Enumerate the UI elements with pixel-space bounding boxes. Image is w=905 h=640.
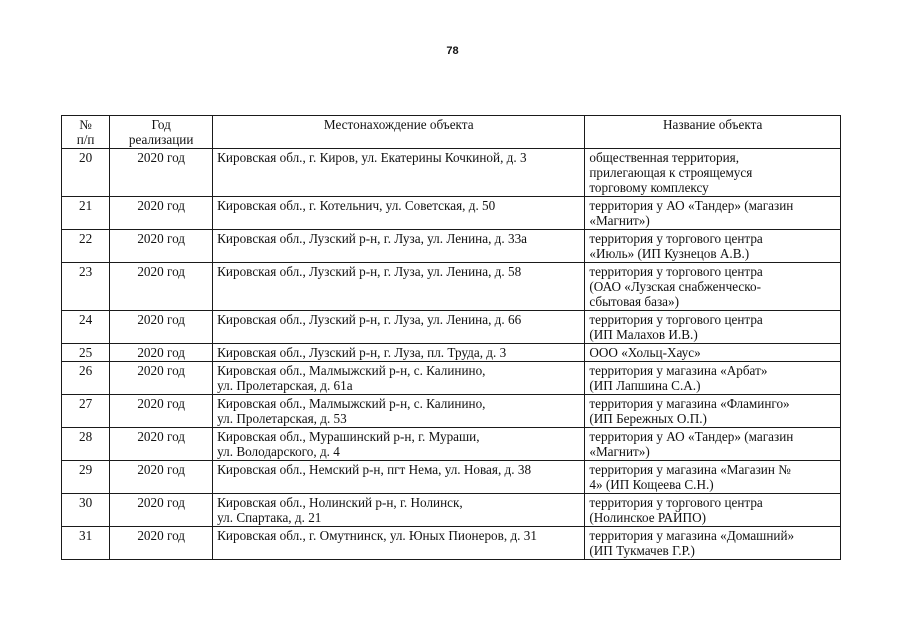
row-year: 2020 год [110,149,213,197]
row-object-name [585,197,841,230]
row-object-name-line: 4» (ИП Кощеева С.Н.) [589,477,714,492]
row-year: 2020 год [110,527,213,560]
row-object-name-line: территория у торгового центра [589,231,763,246]
row-year: 2020 год [110,263,213,311]
row-number: 27 [62,395,110,428]
row-number: 30 [62,494,110,527]
row-year: 2020 год [110,197,213,230]
row-year: 2020 год [110,395,213,428]
row-location [213,263,585,311]
row-number: 21 [62,197,110,230]
row-location-line: ул. Пролетарская, д. 53 [217,411,347,426]
row-year: 2020 год [110,344,213,362]
row-location-line: Кировская обл., Лузский р-н, г. Луза, ул. Ленина, д. 33а [217,231,528,246]
table-row [62,494,841,527]
row-location [213,197,585,230]
row-location-line: Кировская обл., Лузский р-н, г. Луза, ул. Ленина, д. 58 [217,264,522,279]
header-num-line2: п/п [76,132,95,147]
row-number: 23 [62,263,110,311]
header-num-line1: № [79,117,92,132]
row-object-name-line: (Нолинское РАЙПО) [589,510,707,525]
row-location-line: Кировская обл., Малмыжский р-н, с. Калинино, [217,396,486,411]
row-object-name [585,344,841,362]
table-row [62,197,841,230]
table-body [62,149,841,560]
row-object-name-line: «Июль» (ИП Кузнецов А.В.) [589,246,750,261]
row-location-line: ул. Пролетарская, д. 61а [217,378,353,393]
row-location-line: Кировская обл., Малмыжский р-н, с. Калинино, [217,363,486,378]
row-object-name-line: территория у магазина «Домашний» [589,528,795,543]
table-row [62,230,841,263]
row-object-name-line: территория у магазина «Арбат» [589,363,768,378]
row-location-line: Кировская обл., г. Киров, ул. Екатерины Кочкиной, д. 3 [217,150,527,165]
row-year: 2020 год [110,311,213,344]
header-year-line1: Год [151,117,171,132]
row-location-line: ул. Спартака, д. 21 [217,510,322,525]
row-number: 25 [62,344,110,362]
header-year [110,116,213,149]
row-location-line: ул. Володарского, д. 4 [217,444,340,459]
row-object-name-line: территория у магазина «Фламинго» [589,396,790,411]
table-row [62,344,841,362]
table-row [62,362,841,395]
row-object-name [585,428,841,461]
row-object-name-line: (ИП Бережных О.П.) [589,411,707,426]
row-location-line: Кировская обл., Нолинский р-н, г. Нолинск, [217,495,463,510]
row-year: 2020 год [110,362,213,395]
row-object-name-line: (ОАО «Лузская снабженческо- [589,279,761,294]
row-location-line: Кировская обл., Немский р-н, пгт Нема, ул. Новая, д. 38 [217,462,532,477]
row-location [213,344,585,362]
row-location-line: Кировская обл., Мурашинский р-н, г. Мураши, [217,429,480,444]
table-row [62,149,841,197]
row-location [213,149,585,197]
row-object-name [585,362,841,395]
row-object-name-line: общественная территория, [589,150,739,165]
row-object-name-line: сбытовая база») [589,294,679,309]
row-year: 2020 год [110,494,213,527]
row-location [213,230,585,263]
row-location-line: Кировская обл., г. Омутнинск, ул. Юных Пионеров, д. 31 [217,528,537,543]
objects-table [61,115,841,560]
row-object-name [585,311,841,344]
header-num [62,116,110,149]
row-location [213,527,585,560]
row-number: 26 [62,362,110,395]
row-object-name [585,494,841,527]
row-year: 2020 год [110,428,213,461]
row-year: 2020 год [110,230,213,263]
row-number: 22 [62,230,110,263]
row-object-name-line: территория у магазина «Магазин № [589,462,791,477]
row-object-name-line: (ИП Лапшина С.А.) [589,378,701,393]
table-row [62,428,841,461]
row-number: 24 [62,311,110,344]
row-location [213,461,585,494]
row-object-name-line: торговому комплексу [589,180,709,195]
page-number: 78 [446,45,459,57]
table-row [62,311,841,344]
header-year-line2: реализации [128,132,194,147]
row-object-name [585,149,841,197]
row-object-name [585,395,841,428]
row-object-name-line: территория у торгового центра [589,495,763,510]
table-row [62,263,841,311]
row-object-name [585,461,841,494]
row-object-name-line: (ИП Малахов И.В.) [589,327,698,342]
row-location-line: Кировская обл., Лузский р-н, г. Луза, ул. Ленина, д. 66 [217,312,522,327]
header-location: Местонахождение объекта [213,116,585,149]
row-object-name-line: (ИП Тукмачев Г.Р.) [589,543,695,558]
row-location [213,428,585,461]
row-location-line: Кировская обл., г. Котельнич, ул. Советская, д. 50 [217,198,496,213]
header-object-name: Название объекта [585,116,841,149]
row-location [213,362,585,395]
row-object-name-line: прилегающая к строящемуся [589,165,753,180]
row-object-name [585,263,841,311]
row-object-name-line: «Магнит») [589,213,650,228]
row-number: 31 [62,527,110,560]
row-number: 29 [62,461,110,494]
row-object-name-line: территория у торгового центра [589,312,763,327]
row-object-name-line: территория у АО «Тандер» (магазин [589,429,794,444]
table-header-row [62,116,841,149]
row-object-name [585,527,841,560]
row-number: 28 [62,428,110,461]
row-object-name-line: территория у АО «Тандер» (магазин [589,198,794,213]
table-row [62,527,841,560]
row-object-name-line: территория у торгового центра [589,264,763,279]
row-location [213,311,585,344]
row-location [213,395,585,428]
row-location-line: Кировская обл., Лузский р-н, г. Луза, пл. Труда, д. 3 [217,345,507,360]
row-location [213,494,585,527]
row-object-name-line: «Магнит») [589,444,650,459]
row-number: 20 [62,149,110,197]
table-row [62,461,841,494]
table-row [62,395,841,428]
row-year: 2020 год [110,461,213,494]
row-object-name-line: ООО «Хольц-Хаус» [589,345,701,360]
row-object-name [585,230,841,263]
